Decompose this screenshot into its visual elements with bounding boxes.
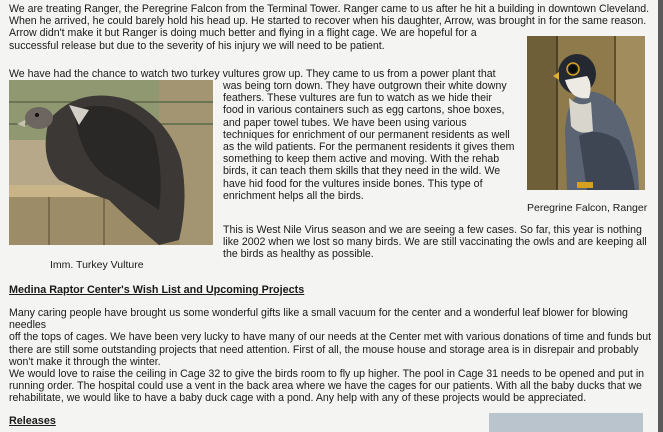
text-line: We are treating Ranger, the Peregrine Falcon from the Terminal Tower. Ranger came to us after he hit a building in downtown Cleveland. [9,3,650,15]
text-line: rehabilitate, we would like to have a baby duck cage with a pond. Any help with any of these projects would be appreciated. [9,392,587,405]
text-line: and paper towel tubes. We have been using various [223,116,467,129]
scan-edge [658,0,663,432]
vulture-caption: Imm. Turkey Vulture [50,259,144,271]
text-line: running order. The hospital could use a vent in the back area where we have the cages for our patients. With all the baby ducks that we [9,380,642,393]
wishlist-paragraph-1 [9,307,659,368]
text-line: We would love to raise the ceiling in Cage 32 to give the birds room to fly up higher. The pool in Cage 31 needs to be opened and put in [9,368,645,380]
text-line: won't make it through the winter. [9,355,161,368]
wishlist-paragraph-2 [9,368,659,405]
text-line: feathers. These vultures are fun to watch as we hide their [223,92,492,105]
text-line: there are still some outstanding projects that need attention. First of all, the mouse house and storage area is in disrepair and probably [9,343,639,356]
text-line: Arrow didn't make it but Ranger is doing much better and flying in a flight cage. We are hopeful for a [9,27,477,40]
falcon-caption: Peregrine Falcon, Ranger [527,202,648,214]
vulture-image [9,80,213,245]
text-line: as the wild patients. For the permanent residents it gives them [223,141,515,154]
text-line: birds, it can teach them skills that they need in the wild. We [223,165,501,178]
text-line: successful release but due to the severity of his injury we will need to be patient. [9,39,385,52]
release-photo-partial [489,413,643,432]
text-line: Many caring people have brought us some wonderful gifts like a small vacuum for the center and a wonderful leaf blower for blowing needles [9,307,628,332]
text-line: This is West Nile Virus season and we are seeing a few cases. So far, this year is nothing [223,224,642,236]
turkey-vulture-photo [9,80,213,245]
peregrine-falcon-photo [527,36,645,190]
vulture-paragraph-first-line: We have had the chance to watch two turkey vultures grow up. They came to us from a power plant that [9,68,496,80]
text-line: off the tops of cages. We have been very lucky to have many of our needs at the Center met with various donations of time and funds but [9,331,652,344]
text-line: was being torn down. They have outgrown their white downy [223,80,507,92]
west-nile-paragraph [223,224,658,261]
text-line: When he arrived, he could barely hold his head up. He started to recover when his daughter, Arrow, was brought in for the same reason. [9,15,647,28]
text-line: have hid food for the vultures inside bones. This type of [223,177,483,190]
text-line: something to keep them active and moving. With the rehab [223,153,500,166]
wishlist-heading: Medina Raptor Center's Wish List and Upcoming Projects [9,284,305,296]
vulture-paragraph [223,80,523,202]
releases-heading: Releases [9,415,56,427]
text-line: the birds as healthy as possible. [223,248,374,261]
text-line: food in various containers such as egg cartons, shoe boxes, [223,104,505,117]
falcon-image [527,36,645,190]
text-line: enrichment helps all the birds. [223,189,364,202]
text-line: like 2002 when we lost so many birds. We are still vaccinating the owls and are keeping all [223,236,647,249]
text-line: techniques for enrichment of our permanent residents as well [223,128,510,141]
